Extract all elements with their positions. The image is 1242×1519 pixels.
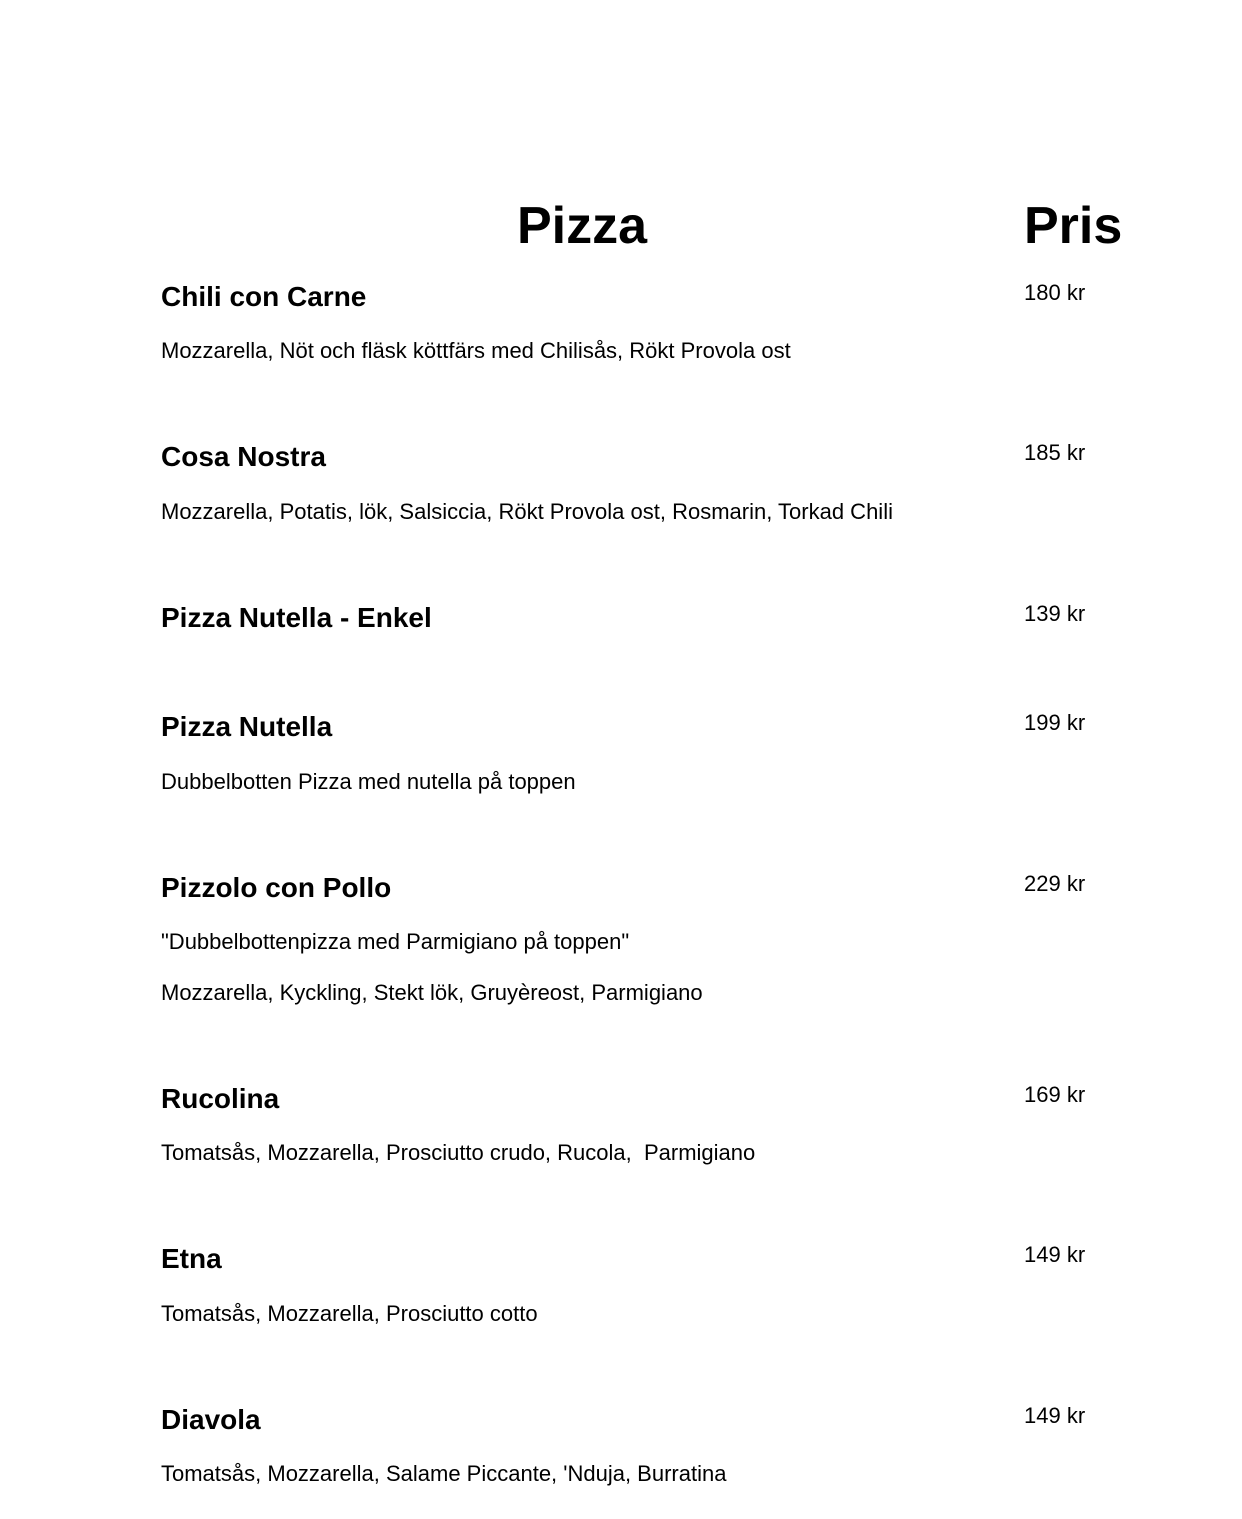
item-name: Chili con Carne [161,281,367,312]
item-name: Diavola [161,1404,261,1435]
item-description: Mozzarella, Nöt och fläsk köttfärs med Chilisås, Rökt Provola ost [161,338,791,363]
item-name: Pizza Nutella [161,711,333,742]
item-name: Etna [161,1243,222,1274]
item-subtitle: "Dubbelbottenpizza med Parmigiano på toppen" [161,929,630,954]
menu-title: Pizza [517,197,648,255]
item-description: Mozzarella, Kyckling, Stekt lök, Gruyèreost, Parmigiano [161,980,703,1005]
item-description: Tomatsås, Mozzarella, Prosciutto crudo, Rucola, Parmigiano [161,1140,756,1165]
item-price: 180 kr [1024,280,1086,305]
item-price: 229 kr [1024,871,1086,896]
item-name: Pizzolo con Pollo [161,872,392,903]
price-column-header: Pris [1024,197,1123,255]
item-price: 169 kr [1024,1082,1086,1107]
item-name: Rucolina [161,1083,280,1114]
item-price: 185 kr [1024,440,1086,465]
item-description: Tomatsås, Mozzarella, Prosciutto cotto [161,1301,538,1326]
item-name: Cosa Nostra [161,441,326,472]
item-price: 149 kr [1024,1242,1086,1267]
item-price: 139 kr [1024,601,1086,626]
item-price: 199 kr [1024,710,1086,735]
item-price: 149 kr [1024,1403,1086,1428]
item-description: Mozzarella, Potatis, lök, Salsiccia, Rökt Provola ost, Rosmarin, Torkad Chili [161,499,893,524]
item-description: Tomatsås, Mozzarella, Salame Piccante, 'Nduja, Burratina [161,1461,727,1486]
item-name: Pizza Nutella - Enkel [161,602,432,633]
item-description: Dubbelbotten Pizza med nutella på toppen [161,769,576,794]
